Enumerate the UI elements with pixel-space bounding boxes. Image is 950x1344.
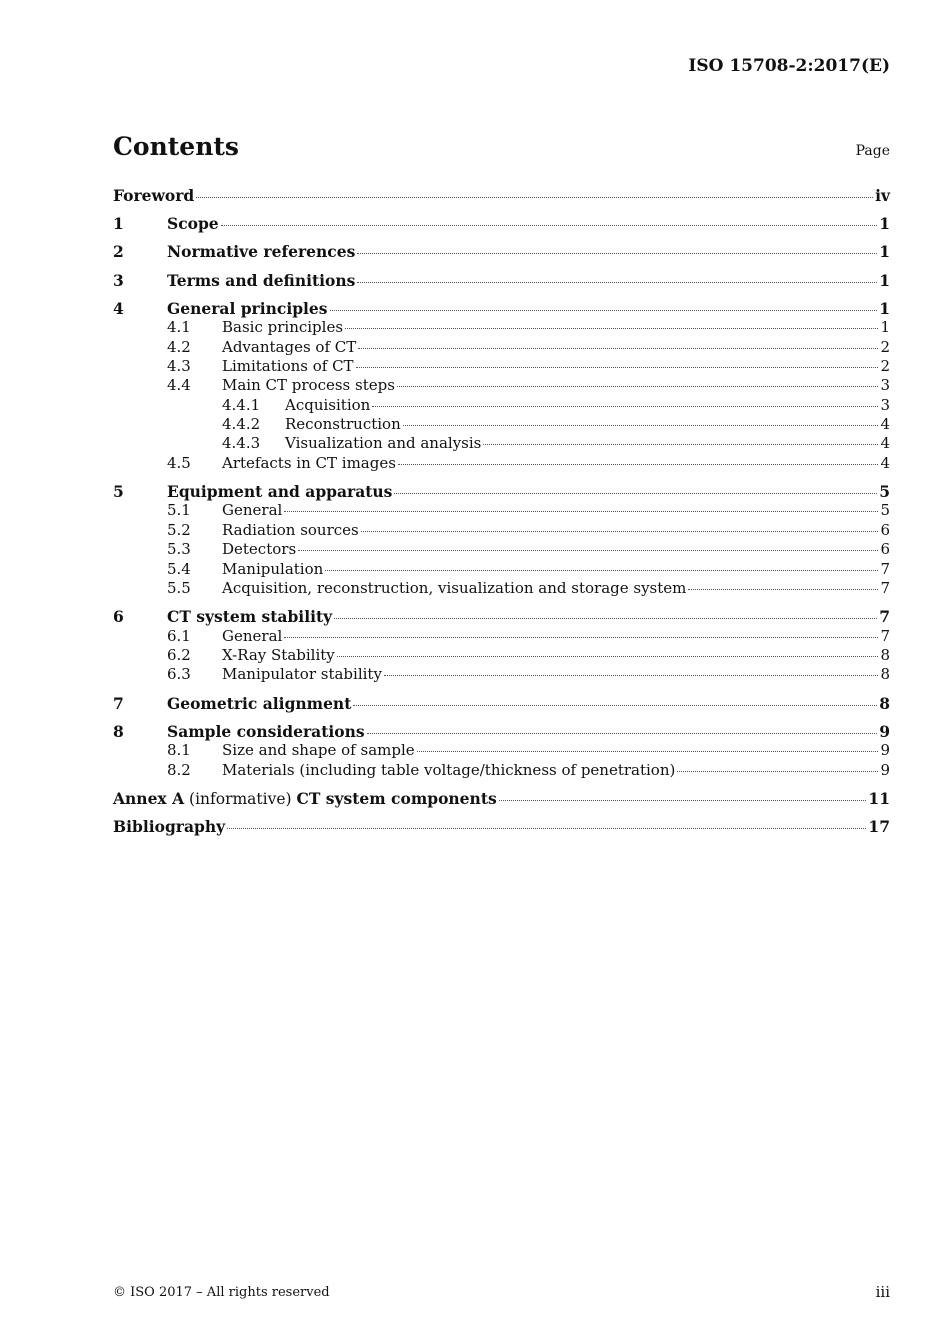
toc-entry-page: iv [875, 186, 890, 205]
toc-entry[interactable] [113, 789, 890, 808]
toc-entry-title[interactable] [222, 646, 335, 664]
toc-entry[interactable] [113, 318, 890, 337]
toc-entry[interactable] [113, 454, 890, 473]
contents-heading: Contents [113, 132, 240, 161]
toc-entry-number: 4.4.2 [222, 415, 261, 434]
toc-leader-dots [325, 570, 878, 571]
toc-leader-dots [394, 493, 877, 494]
toc-entry-number: 4.1 [167, 318, 191, 337]
toc-leader-dots [483, 444, 878, 445]
toc-entry-title-text: Manipulator stability [222, 665, 382, 684]
toc-entry-title-text: Equipment and apparatus [167, 482, 393, 502]
toc-leader-dots [337, 656, 879, 657]
toc-entry-number: 8.1 [167, 741, 191, 760]
toc-leader-dots [284, 637, 878, 638]
toc-entry[interactable] [113, 482, 890, 501]
toc-entry-page: 2 [880, 337, 890, 356]
toc-leader-dots [345, 328, 878, 329]
toc-entry-annex-type: (informative) [184, 789, 297, 808]
toc-entry-title[interactable] [222, 521, 359, 539]
toc-entry-number: 3 [113, 270, 124, 290]
toc-entry-page: 9 [880, 760, 890, 779]
toc-entry[interactable] [113, 646, 890, 665]
toc-entry-title-text: Basic principles [222, 318, 344, 337]
toc-entry-title[interactable] [113, 186, 194, 205]
toc-entry[interactable] [113, 540, 890, 559]
toc-entry[interactable] [113, 694, 890, 713]
toc-entry-number: 6.3 [167, 665, 191, 684]
toc-entry-title-text: Reconstruction [285, 415, 401, 434]
toc-entry[interactable] [113, 817, 890, 836]
toc-entry-number: 4.4.1 [222, 395, 261, 414]
toc-entry-title-text: X-Ray Stability [222, 645, 335, 664]
toc-entry-title[interactable] [222, 540, 296, 558]
toc-entry-number: 4.3 [167, 356, 191, 375]
toc-entry-page: 9 [879, 721, 890, 741]
toc-leader-dots [196, 197, 873, 198]
toc-entry-title-text: Detectors [222, 540, 297, 559]
toc-entry-title-text: Main CT process steps [222, 376, 395, 395]
toc-entry-title-text: Sample considerations [167, 721, 365, 741]
toc-entry-number: 6.1 [167, 626, 191, 645]
toc-entry-title[interactable] [222, 454, 396, 472]
toc-entry[interactable] [113, 501, 890, 520]
table-of-contents [113, 186, 890, 836]
toc-leader-dots [284, 511, 878, 512]
toc-entry-title[interactable] [167, 299, 328, 318]
toc-entry[interactable] [113, 376, 890, 395]
toc-entry[interactable] [113, 338, 890, 357]
toc-entry-title[interactable] [285, 415, 401, 433]
toc-entry-page: 11 [868, 788, 890, 808]
toc-entry-title-text: Scope [167, 214, 219, 234]
toc-entry-title[interactable] [222, 338, 356, 356]
toc-entry-title[interactable] [222, 376, 395, 394]
toc-entry-page: 7 [880, 626, 890, 645]
toc-entry-title[interactable] [167, 214, 219, 233]
toc-entry-page: 1 [879, 242, 890, 262]
toc-entry-number: 6.2 [167, 645, 191, 664]
toc-entry-annex-title: CT system components [296, 788, 497, 808]
toc-entry-title-text: Foreword [113, 186, 195, 205]
toc-leader-dots [356, 367, 879, 368]
toc-leader-dots [358, 348, 878, 349]
toc-entry-title[interactable] [222, 560, 323, 578]
toc-entry-page: 3 [880, 376, 890, 395]
toc-entry-page: 7 [880, 559, 890, 578]
toc-entry-number: 4.4 [167, 376, 191, 395]
toc-entry-number: 4.5 [167, 453, 191, 472]
toc-leader-dots [403, 425, 879, 426]
toc-entry[interactable] [113, 214, 890, 233]
toc-entry-title-text: Visualization and analysis [285, 434, 482, 453]
page-column-label: Page [855, 143, 890, 159]
toc-entry-page: 3 [880, 395, 890, 414]
toc-entry-title[interactable] [167, 242, 355, 261]
toc-entry-title-text: Acquisition [285, 395, 371, 414]
toc-entry[interactable] [113, 521, 890, 540]
toc-entry-number: 5.5 [167, 579, 191, 598]
toc-entry-page: 7 [879, 607, 890, 627]
toc-leader-dots [334, 618, 877, 619]
toc-entry-page: 2 [880, 356, 890, 375]
toc-entry[interactable] [113, 560, 890, 579]
toc-entry[interactable] [113, 357, 890, 376]
toc-entry-number: 4 [113, 298, 124, 318]
toc-entry-title[interactable] [167, 694, 351, 713]
toc-entry-page: 1 [879, 214, 890, 234]
toc-entry-title[interactable] [285, 434, 481, 452]
toc-leader-dots [688, 589, 878, 590]
toc-leader-dots [398, 464, 879, 465]
toc-entry-number: 7 [113, 693, 124, 713]
toc-entry-number: 8 [113, 721, 124, 741]
toc-leader-dots [353, 705, 877, 706]
toc-entry[interactable] [113, 627, 890, 646]
toc-entry-page: 1 [879, 270, 890, 290]
toc-entry-page: 8 [880, 665, 890, 684]
toc-entry[interactable] [113, 607, 890, 626]
toc-entry-title[interactable] [222, 357, 354, 375]
toc-entry-title-text: Geometric alignment [167, 693, 352, 713]
toc-entry-title-text: Materials (including table voltage/thickness of penetration) [222, 760, 676, 779]
footer-page-number: iii [875, 1283, 890, 1301]
toc-entry-title[interactable] [222, 579, 686, 597]
toc-entry-title[interactable] [222, 665, 382, 683]
toc-leader-dots [330, 310, 878, 311]
toc-entry-title-text: CT system stability [167, 607, 333, 627]
toc-entry-page: 5 [879, 482, 890, 502]
toc-entry-page: 6 [880, 520, 890, 539]
toc-entry-page: 4 [880, 453, 890, 472]
toc-entry[interactable] [113, 665, 890, 684]
toc-entry-title[interactable] [222, 501, 282, 519]
toc-entry-number: 5 [113, 482, 124, 502]
document-id: ISO 15708-2:2017(E) [688, 56, 890, 76]
toc-entry[interactable] [113, 415, 890, 434]
toc-entry[interactable] [113, 579, 890, 598]
toc-entry-number: 8.2 [167, 760, 191, 779]
toc-entry-title-text: Radiation sources [222, 520, 359, 539]
toc-entry[interactable] [113, 396, 890, 415]
toc-entry-page: 9 [880, 741, 890, 760]
toc-entry-number: 2 [113, 242, 124, 262]
toc-entry-page: 6 [880, 540, 890, 559]
toc-entry[interactable] [113, 761, 890, 780]
toc-leader-dots [227, 828, 866, 829]
toc-entry-page: 7 [880, 579, 890, 598]
toc-entry-title-text: Annex A [113, 788, 185, 808]
toc-entry-title[interactable] [285, 396, 370, 414]
toc-entry-page: 17 [868, 816, 890, 836]
toc-leader-dots [499, 800, 867, 801]
toc-entry-page: 8 [880, 645, 890, 664]
toc-entry-number: 5.3 [167, 540, 191, 559]
toc-entry-title-text: General principles [167, 298, 328, 318]
toc-entry-page: 4 [880, 415, 890, 434]
toc-entry-title[interactable] [167, 482, 392, 501]
toc-leader-dots [677, 771, 878, 772]
toc-entry-title-text: General [222, 501, 283, 520]
toc-entry[interactable] [113, 271, 890, 290]
toc-entry-page: 5 [880, 501, 890, 520]
toc-entry-number: 5.4 [167, 559, 191, 578]
toc-entry-page: 1 [880, 318, 890, 337]
toc-entry-title[interactable] [113, 789, 497, 808]
toc-entry-number: 6 [113, 607, 124, 627]
toc-entry-number: 4.4.3 [222, 434, 261, 453]
toc-entry-number: 4.2 [167, 337, 191, 356]
toc-entry-title[interactable] [222, 741, 415, 759]
toc-leader-dots [384, 675, 879, 676]
toc-entry-title-text: Bibliography [113, 816, 226, 836]
toc-leader-dots [417, 751, 879, 752]
toc-entry-title-text: Normative references [167, 242, 356, 262]
toc-entry[interactable] [113, 186, 890, 205]
toc-entry-title[interactable] [222, 627, 282, 645]
toc-entry-page: 1 [879, 298, 890, 318]
toc-entry[interactable] [113, 299, 890, 318]
toc-entry[interactable] [113, 722, 890, 741]
toc-entry-title[interactable] [113, 817, 225, 836]
toc-leader-dots [397, 386, 879, 387]
toc-entry[interactable] [113, 434, 890, 453]
toc-entry[interactable] [113, 741, 890, 760]
toc-entry-number: 5.2 [167, 520, 191, 539]
toc-leader-dots [361, 531, 879, 532]
toc-entry-page: 8 [879, 693, 890, 713]
toc-entry-title[interactable] [167, 271, 355, 290]
toc-entry[interactable] [113, 242, 890, 261]
toc-entry-title-text: Limitations of CT [222, 356, 354, 375]
toc-entry-title[interactable] [167, 607, 332, 626]
toc-leader-dots [357, 253, 877, 254]
toc-leader-dots [367, 733, 878, 734]
footer-copyright: © ISO 2017 – All rights reserved [113, 1285, 330, 1300]
toc-entry-title-text: Manipulation [222, 559, 324, 578]
toc-entry-title-text: Acquisition, reconstruction, visualization and storage system [222, 579, 687, 598]
toc-leader-dots [372, 406, 878, 407]
toc-entry-number: 5.1 [167, 501, 191, 520]
toc-entry-title-text: Size and shape of sample [222, 741, 415, 760]
toc-leader-dots [298, 550, 878, 551]
toc-entry-number: 1 [113, 214, 124, 234]
toc-entry-title[interactable] [167, 722, 365, 741]
toc-entry-title-text: Terms and definitions [167, 270, 356, 290]
toc-entry-title-text: General [222, 626, 283, 645]
toc-entry-title[interactable] [222, 318, 343, 336]
toc-leader-dots [221, 225, 878, 226]
toc-entry-title-text: Advantages of CT [222, 337, 357, 356]
toc-entry-page: 4 [880, 434, 890, 453]
toc-entry-title-text: Artefacts in CT images [222, 453, 396, 472]
toc-leader-dots [357, 282, 877, 283]
toc-entry-title[interactable] [222, 761, 675, 779]
